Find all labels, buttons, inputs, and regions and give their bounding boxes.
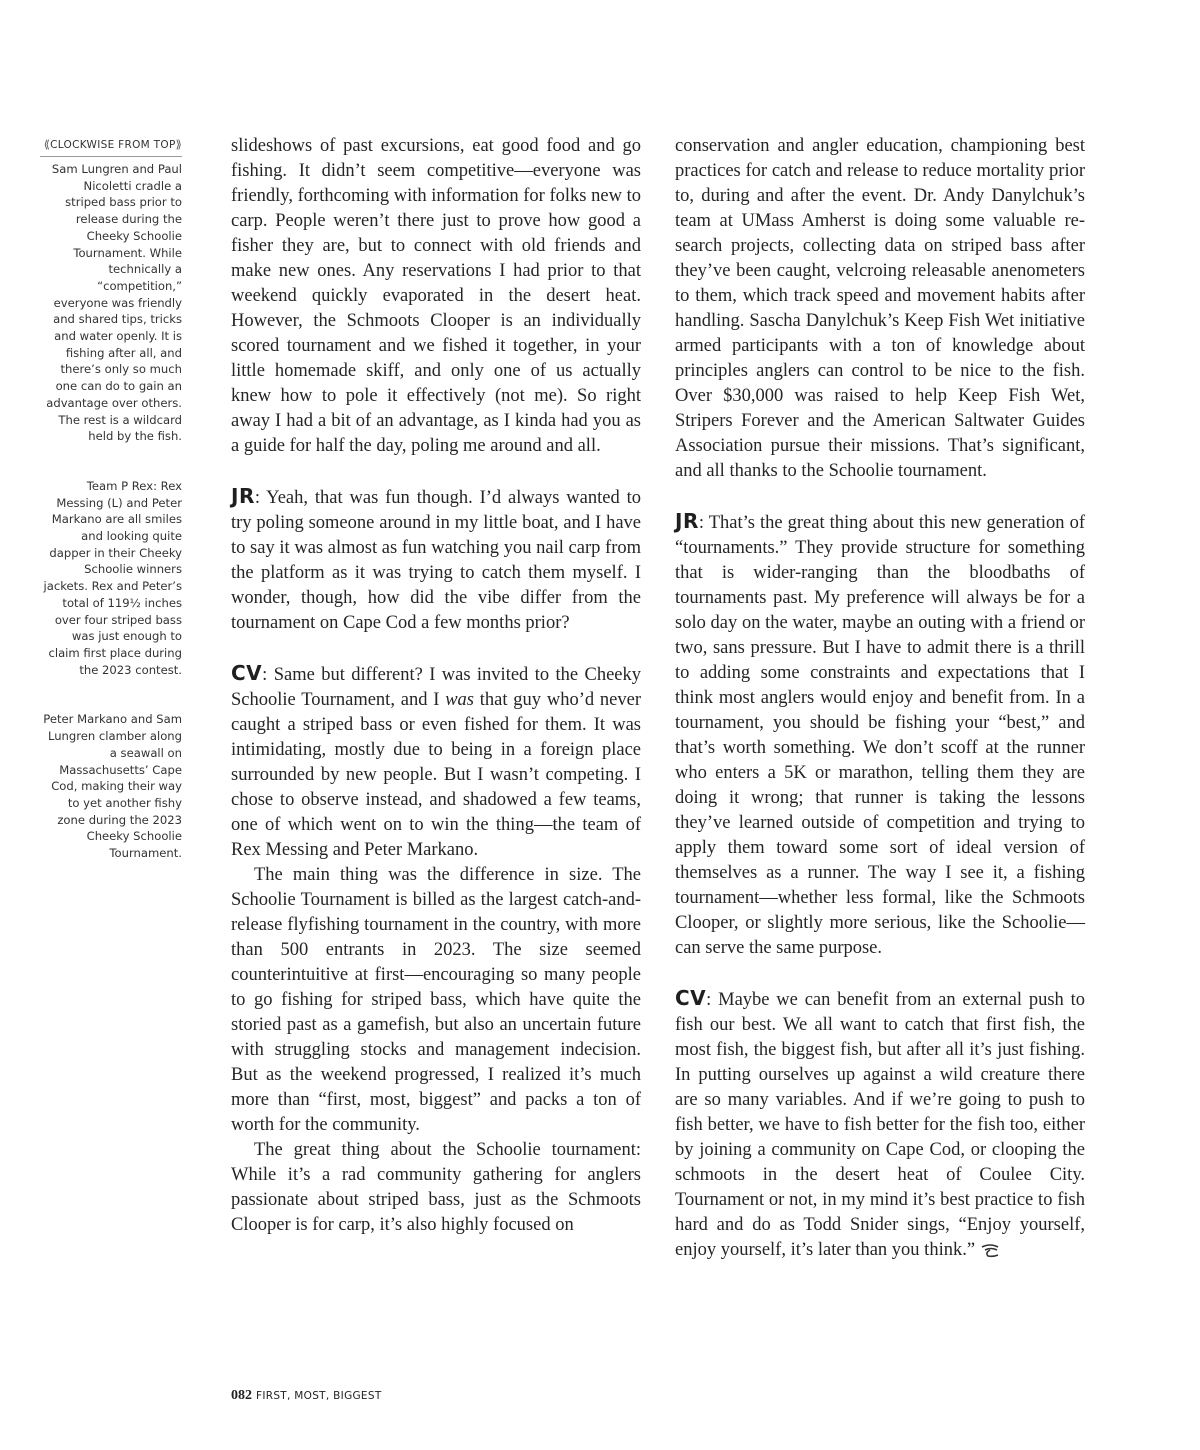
paragraph-text: : Maybe we can benefit from an external push to fish our best. We all want to catch that first fish, the most fish, the biggest fish, but after all it’s just fishing. In putting ourselves up against a wild creature there are so many variables. And if we’re going to push to fish better, we have to fish better for the fish too, either by joining a community on Cape Cod, or clooping the schmoots in the desert heat of Coulee City. Tournament or not, in my mind it’s best practice to fish hard and do as Todd Snider sings, “Enjoy yourself, enjoy yourself, it’s later than you think.” (675, 990, 1085, 1260)
speaker-initials: CV (231, 661, 263, 685)
speaker-initials: JR (675, 509, 699, 533)
speaker-initials: CV (675, 986, 707, 1010)
page-footer (231, 1388, 382, 1404)
paragraph-text: : Same but different? I was invited to the Cheeky Schoolie Tournament, and I (231, 665, 641, 710)
right-bracket-icon: ⟫ (175, 138, 182, 151)
caption-heading (40, 137, 182, 157)
photo-caption: Peter Markano and Sam Lungren clamber along a seawall on Massachusetts’ Cape Cod, making their way to yet another fishy zone during the 2023 Cheeky Schoolie Tournament. (43, 712, 182, 861)
photo-captions-sidebar (40, 137, 182, 895)
article-paragraph: slideshows of past excursions, eat good food and go fishing. It didn’t seem competitive—everyone was friendly, forthcoming with information for folks new to carp. People weren’t there just to prove how good a fisher they are, but to connect with old friends and make new ones. Any reservations I had prior to that weekend quickly evaporated in the desert heat. However, the Schmoots Clooper is an individually scored tournament and we fished it together, in your little homemade skiff, and only one of us actually knew how to pole it effectively (not me). So right away I had a bit of an advantage, as I kinda had you as a guide for half the day, poling me around and all. (231, 136, 641, 456)
paragraph-text: : That’s the great thing about this new generation of “tournaments.” They provide structure for something that is wider-ranging than the bloodbaths of tournaments past. My preference will always be for a solo day on the water, maybe an outing with a friend or two, sans pressure. But I have to admit there is a thrill to adding some constraints and expectations that I think most anglers would enjoy and benefit from. In a tournament, you should be fishing your “best,” and that’s worth something. We don’t scoff at the runner who enters a 5K or marathon, telling them they are doing it wrong; that runner is taking the lessons they’ve learned outside of competition and trying to apply them toward some sort of ideal version of themselves as a runner. The way I see it, a fishing tournament—whether less formal, like the Schmoots Clooper, or slightly more serious, like the Schoolie—can serve the same purpose. (675, 513, 1085, 958)
article-paragraph (675, 986, 1085, 1266)
article-paragraph (231, 484, 641, 636)
article-column-right (675, 134, 1085, 1266)
article-paragraph (231, 661, 641, 863)
article-paragraph: conservation and angler education, championing best practices for catch and release to reduce mortality prior to, during and after the event. Dr. Andy Danylchuk’s team at UMass Amherst is doing some valuable research projects, collecting data on striped bass after they’ve been caught, velcroing releasable anenometers to them, which track speed and movement habits after handling. Sascha Danylchuk’s Keep Fish Wet initiative armed participants with a ton of knowledge about principles anglers can control to be nice to the fish. Over $30,000 was raised to help Keep Fish Wet, Stripers Forever and the American Saltwater Guides Association pursue their missions. That’s significant, and all thanks to the Schoolie tournament. (675, 136, 1085, 481)
article-column-left (231, 134, 641, 1238)
paragraph-text: : Yeah, that was fun though. I’d always wanted to try poling someone around in my little boat, and I have to say it was almost as fun watching you nail carp from the platform as it was trying to catch them myself. I wonder, though, how did the vibe differ from the tournament on Cape Cod a few months prior? (231, 488, 641, 633)
photo-caption: Sam Lungren and Paul Nicoletti cradle a striped bass prior to release during the Cheeky Schoolie Tournament. While technically a “competition,” everyone was friendly and shared tips, tricks and water openly. It is fishing after all, and there’s only so much one can do to gain an advantage over others. The rest is a wildcard held by the fish. (46, 162, 182, 444)
speaker-initials: JR (231, 484, 255, 508)
paragraph-text: that guy who’d never caught a striped bass or even fished for them. It was intimidating, mostly due to being in a foreign place surrounded by new people. But I wasn’t competing. I chose to observe instead, and shadowed a few teams, one of which went on to win the thing—the team of Rex Messing and Peter Markano. (231, 690, 641, 860)
page-number: 082 (231, 1388, 252, 1403)
left-bracket-icon: ⟪ (43, 138, 51, 151)
section-title: FIRST, MOST, BIGGEST (256, 1390, 382, 1402)
emphasis-text: was (445, 690, 474, 710)
article-paragraph: The main thing was the difference in size. The Schoolie Tournament is billed as the largest catch-and-release flyfishing tournament in the country, with more than 500 entrants in 2023. The size seemed counterintuitive at first—encouraging so many people to go fishing for striped bass, which have quite the storied past as a gamefish, but also an uncertain future with struggling stocks and management indecision. But as the weekend progressed, I realized it’s much more than “first, most, biggest” and packs a ton of worth for the community. (231, 865, 641, 1135)
article-paragraph (675, 509, 1085, 961)
caption-heading-text: CLOCKWISE FROM TOP (50, 139, 176, 151)
article-paragraph: The great thing about the Schoolie tournament: While it’s a rad community gathering for anglers passionate about striped bass, just as the Schmoots Clooper is for carp, it’s also highly focused on (231, 1140, 641, 1235)
photo-caption: Team P Rex: Rex Messing (L) and Peter Markano are all smiles and looking quite dapper in their Cheeky Schoolie winners jackets. Rex and Peter’s total of 119½ inches over four striped bass was just enough to claim first place during the 2023 contest. (43, 478, 182, 677)
end-of-article-icon (981, 1241, 999, 1266)
